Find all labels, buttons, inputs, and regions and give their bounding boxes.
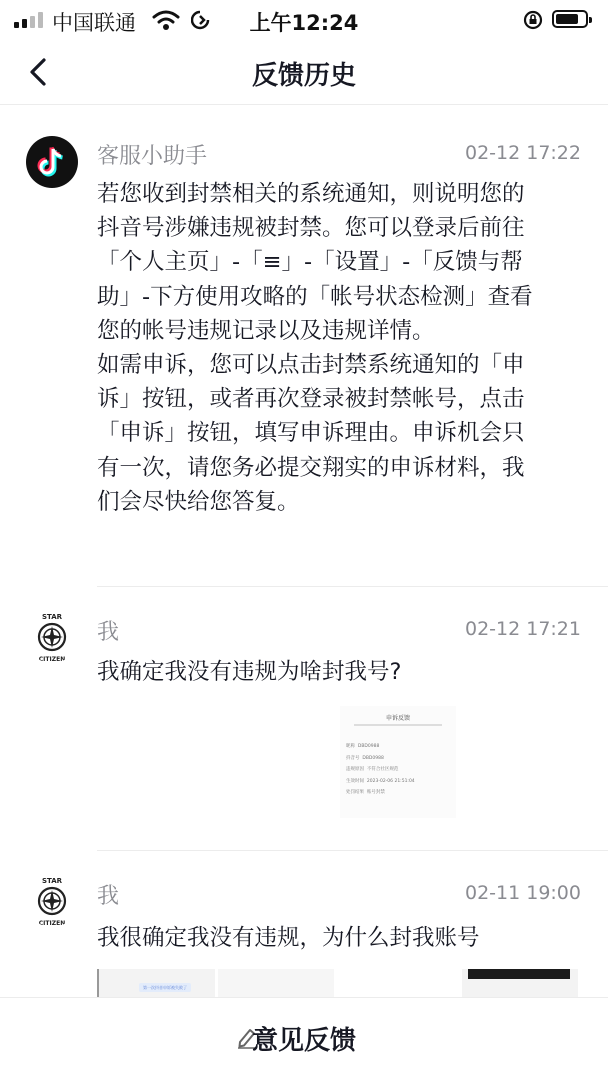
message-line: 助」-下方使用攻略的「帐号状态检测」查看 [97,283,533,310]
message-line: 我很确定我没有违规，为什么封我账号 [97,925,480,951]
douyin-logo-avatar [26,136,78,188]
message-time: 02-11 19:00 [464,882,581,904]
feedback-bar[interactable] [0,997,608,1080]
message-line: 我确定我没有违规为啥封我号? [97,659,402,685]
status-bar [0,0,608,40]
sender-name: 我 [97,884,120,909]
feedback-message [0,851,608,997]
star-citizen-logo-avatar [26,875,78,927]
message-time: 02-12 17:22 [464,142,581,164]
message-line: 诉」按钮，或者再次登录被封禁帐号，点击 [97,386,525,413]
attachment-thumbnail[interactable] [462,969,578,997]
attachment-thumbnail[interactable] [97,969,215,997]
attachment-row: 生效时间 2023-02-06 21:51:04 [346,779,415,784]
attachment-thumbnail[interactable] [340,706,456,818]
feedback-message [0,105,608,587]
attachment-row: 处罚结果 账号封禁 [346,790,385,795]
svg-text:CITIZEN: CITIZEN [38,920,66,927]
svg-text:CITIZEN: CITIZEN [38,656,66,663]
attachment-caption: 第一次抖音申诉被失败了 [139,983,191,992]
feedback-message [0,587,608,851]
attachment-row: 抖音号 DBD0988 [346,756,384,761]
message-line: 若您收到封禁相关的系统通知，则说明您的 [97,181,525,207]
message-text [97,921,583,955]
rotation-lock-icon [522,9,544,31]
message-line: 抖音号涉嫌违规被封禁。您可以登录后前往 [97,215,525,242]
message-line: 们会尽快给您答复。 [97,488,300,515]
star-citizen-logo-avatar [26,611,78,663]
sender-name: 我 [97,620,120,645]
attachment-thumbnail[interactable] [218,969,334,997]
message-line: 如需申诉，您可以点击封禁系统通知的「申 [97,352,525,379]
attachment-row: 违规原因 不符合社区规范 [346,767,399,772]
attachment-title: 申诉反馈 [385,715,410,722]
message-text [97,177,583,519]
status-time: 上午12:24 [249,11,359,35]
feedback-button-label[interactable]: 意见反馈 [251,1026,356,1056]
svg-text:STAR: STAR [41,613,63,621]
svg-text:STAR: STAR [41,877,63,885]
battery-icon [552,10,588,28]
message-text [97,655,583,689]
carrier-name: 中国联通 [52,11,136,35]
page-title: 反馈历史 [251,61,356,91]
message-line: 「个人主页」-「≡」-「设置」-「反馈与帮 [97,249,523,276]
message-line: 「申诉」按钮，填写申诉理由。申诉机会只 [97,420,525,447]
message-line: 有一次，请您务必提交翔实的申诉材料，我 [97,454,525,481]
message-time: 02-12 17:21 [464,618,581,640]
sender-name: 客服小助手 [97,144,208,169]
message-line: 您的帐号违规记录以及违规详情。 [97,317,435,344]
thumbnail-dark-bar [468,969,570,979]
attachment-row: 昵称 DBD0988 [346,744,380,749]
nav-header [0,40,608,105]
attachment-subtitle-bar [354,724,442,726]
